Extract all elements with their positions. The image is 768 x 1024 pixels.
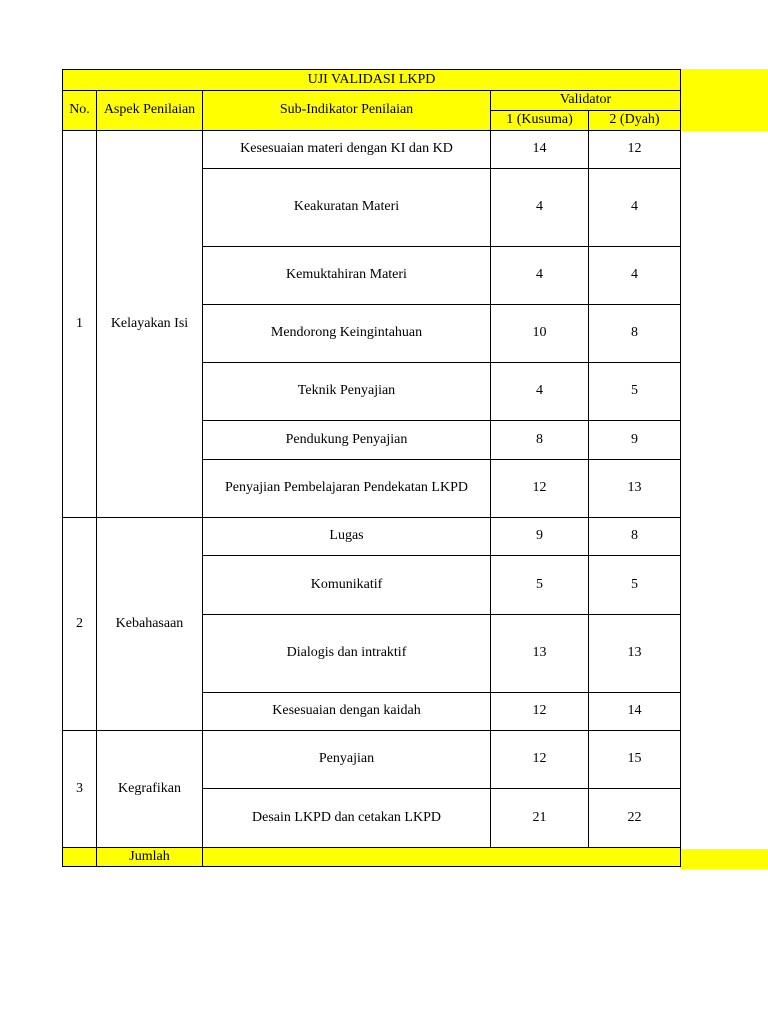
header-aspek: Aspek Penilaian bbox=[97, 91, 203, 131]
validation-table bbox=[62, 69, 681, 867]
sub-indikator-cell: Komunikatif bbox=[203, 556, 491, 615]
score-validator-2: 5 bbox=[589, 363, 681, 421]
group-aspek: Kelayakan Isi bbox=[97, 131, 203, 518]
group-number: 3 bbox=[63, 731, 97, 848]
sub-indikator-cell: Mendorong Keingintahuan bbox=[203, 305, 491, 363]
score-validator-1: 12 bbox=[491, 693, 589, 731]
score-validator-2: 13 bbox=[589, 460, 681, 518]
header-no: No. bbox=[63, 91, 97, 131]
title-row bbox=[63, 70, 681, 91]
table-row bbox=[63, 731, 681, 789]
title-highlight-extension bbox=[680, 69, 768, 131]
score-validator-2: 8 bbox=[589, 518, 681, 556]
score-validator-2: 14 bbox=[589, 693, 681, 731]
score-validator-2: 4 bbox=[589, 169, 681, 247]
header-row bbox=[63, 91, 681, 111]
total-label: Jumlah bbox=[97, 848, 203, 867]
score-validator-1: 5 bbox=[491, 556, 589, 615]
sub-indikator-cell: Dialogis dan intraktif bbox=[203, 615, 491, 693]
score-validator-1: 13 bbox=[491, 615, 589, 693]
sub-indikator-cell: Desain LKPD dan cetakan LKPD bbox=[203, 789, 491, 848]
score-validator-2: 5 bbox=[589, 556, 681, 615]
score-validator-2: 8 bbox=[589, 305, 681, 363]
sub-indikator-cell: Lugas bbox=[203, 518, 491, 556]
sub-indikator-cell: Pendukung Penyajian bbox=[203, 421, 491, 460]
header-validator-1: 1 (Kusuma) bbox=[491, 111, 589, 131]
total-no-cell bbox=[63, 848, 97, 867]
score-validator-1: 8 bbox=[491, 421, 589, 460]
group-number: 2 bbox=[63, 518, 97, 731]
table-title: UJI VALIDASI LKPD bbox=[63, 70, 681, 91]
sub-indikator-cell: Teknik Penyajian bbox=[203, 363, 491, 421]
sub-indikator-cell: Kesesuaian materi dengan KI dan KD bbox=[203, 131, 491, 169]
total-values-cell bbox=[203, 848, 681, 867]
group-aspek: Kegrafikan bbox=[97, 731, 203, 848]
score-validator-1: 21 bbox=[491, 789, 589, 848]
score-validator-1: 4 bbox=[491, 247, 589, 305]
header-validator-2: 2 (Dyah) bbox=[589, 111, 681, 131]
header-validator: Validator bbox=[491, 91, 681, 111]
table-row bbox=[63, 131, 681, 169]
score-validator-1: 4 bbox=[491, 363, 589, 421]
sub-indikator-cell: Keakuratan Materi bbox=[203, 169, 491, 247]
score-validator-1: 10 bbox=[491, 305, 589, 363]
total-row bbox=[63, 848, 681, 867]
score-validator-2: 4 bbox=[589, 247, 681, 305]
score-validator-1: 9 bbox=[491, 518, 589, 556]
score-validator-1: 14 bbox=[491, 131, 589, 169]
sub-indikator-cell: Kesesuaian dengan kaidah bbox=[203, 693, 491, 731]
score-validator-1: 12 bbox=[491, 731, 589, 789]
score-validator-2: 13 bbox=[589, 615, 681, 693]
score-validator-2: 9 bbox=[589, 421, 681, 460]
score-validator-1: 4 bbox=[491, 169, 589, 247]
total-highlight-extension bbox=[680, 849, 768, 869]
score-validator-2: 22 bbox=[589, 789, 681, 848]
group-aspek: Kebahasaan bbox=[97, 518, 203, 731]
header-sub-indikator: Sub-Indikator Penilaian bbox=[203, 91, 491, 131]
sub-indikator-cell: Penyajian bbox=[203, 731, 491, 789]
score-validator-2: 15 bbox=[589, 731, 681, 789]
score-validator-2: 12 bbox=[589, 131, 681, 169]
sub-indikator-cell: Penyajian Pembelajaran Pendekatan LKPD bbox=[203, 460, 491, 518]
score-validator-1: 12 bbox=[491, 460, 589, 518]
table-row bbox=[63, 518, 681, 556]
sub-indikator-cell: Kemuktahiran Materi bbox=[203, 247, 491, 305]
group-number: 1 bbox=[63, 131, 97, 518]
